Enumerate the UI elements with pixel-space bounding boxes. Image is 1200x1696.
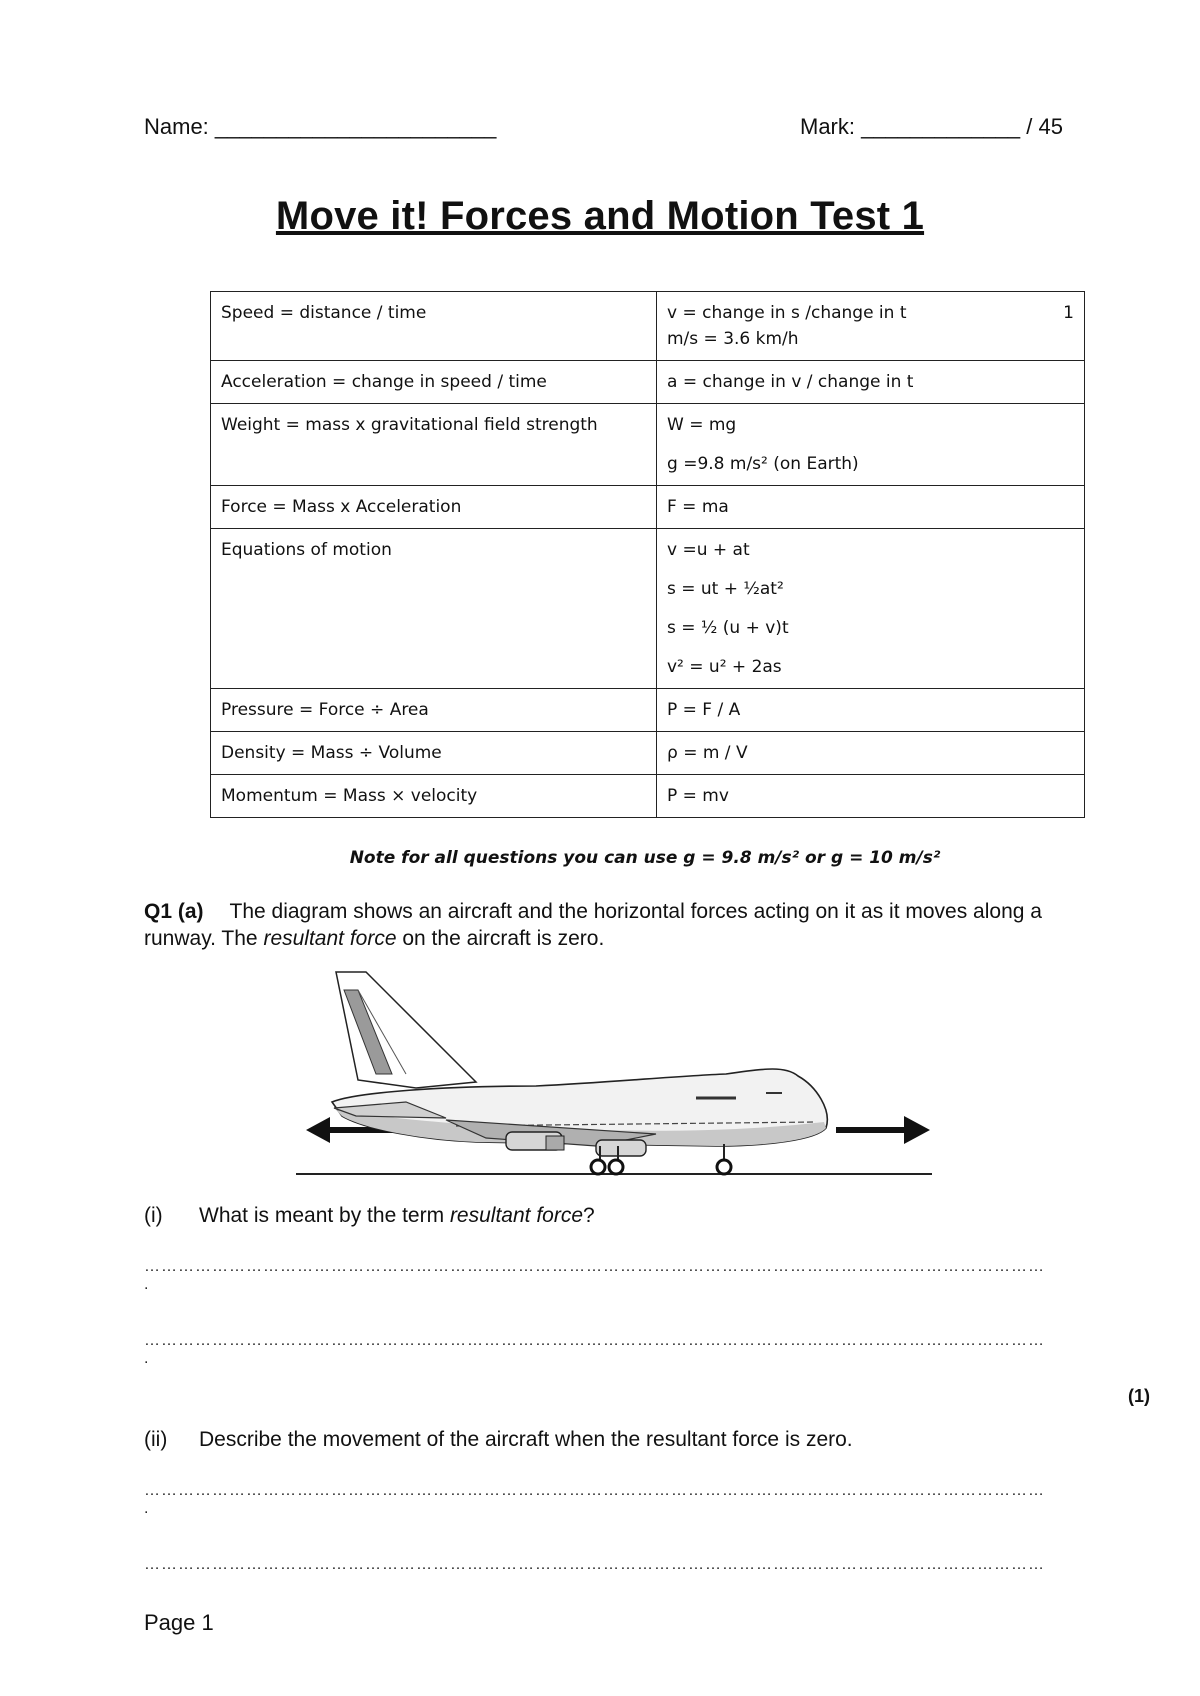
gravity-note: Note for all questions you can use g = 9.8 m/s² or g = 10 m/s² bbox=[349, 848, 941, 868]
marks-indicator: (1) bbox=[1128, 1386, 1150, 1406]
formula-symbol-line: P = F / A bbox=[667, 700, 741, 720]
formula-symbol-line: v² = u² + 2as bbox=[667, 657, 782, 677]
formula-symbol-line: ρ = m / V bbox=[667, 743, 748, 763]
question-1a bbox=[144, 898, 1084, 952]
formula-symbol-cell bbox=[657, 486, 1085, 529]
formula-row bbox=[211, 689, 1085, 732]
question-number: Q1 (a) bbox=[144, 900, 204, 923]
answer-line[interactable]: …………………………………………………………………………………………………………………………………………… bbox=[144, 1258, 1045, 1275]
sub-question-numeral: (ii) bbox=[144, 1428, 168, 1451]
question-text-start: The diagram shows an aircraft and the horizontal forces acting on it as it moves along a runway. The bbox=[144, 900, 1042, 950]
formula-symbol-cell bbox=[657, 361, 1085, 404]
formula-symbol-line: s = ut + ½at² bbox=[667, 579, 784, 599]
formula-symbol-cell bbox=[657, 689, 1085, 732]
aircraft-tail bbox=[336, 972, 476, 1088]
answer-line-tail: . bbox=[144, 1276, 149, 1293]
question-1a-ii bbox=[144, 1428, 853, 1452]
thrust-force-arrow bbox=[836, 1116, 930, 1144]
formula-table bbox=[210, 291, 1085, 818]
aircraft-diagram bbox=[296, 970, 942, 1180]
formula-word-cell: Acceleration = change in speed / time bbox=[211, 361, 657, 404]
formula-word-cell: Pressure = Force ÷ Area bbox=[211, 689, 657, 732]
formula-symbol-line: a = change in v / change in t bbox=[667, 372, 914, 392]
formula-row bbox=[211, 292, 1085, 361]
answer-line[interactable]: …………………………………………………………………………………………………………………………………………… bbox=[144, 1482, 1045, 1499]
formula-row bbox=[211, 361, 1085, 404]
formula-symbol-cell bbox=[657, 732, 1085, 775]
sub-question-text-emphasis: resultant force bbox=[449, 1204, 584, 1227]
formula-symbol-line: P = mv bbox=[667, 786, 729, 806]
formula-word-cell: Equations of motion bbox=[211, 529, 657, 689]
name-field: Name: _______________________ bbox=[144, 114, 497, 139]
page-title: Move it! Forces and Motion Test 1 bbox=[275, 194, 925, 238]
formula-row bbox=[211, 486, 1085, 529]
formula-symbol-line: g =9.8 m/s² (on Earth) bbox=[667, 454, 859, 474]
sub-question-text: Describe the movement of the aircraft when the resultant force is zero. bbox=[199, 1428, 853, 1451]
formula-symbol-cell bbox=[657, 404, 1085, 486]
formula-row bbox=[211, 775, 1085, 818]
question-1a-i bbox=[144, 1204, 595, 1228]
formula-word-cell: Force = Mass x Acceleration bbox=[211, 486, 657, 529]
answer-line[interactable]: …………………………………………………………………………………………………………………………………………… bbox=[144, 1332, 1045, 1349]
formula-row bbox=[211, 529, 1085, 689]
formula-symbol-line: m/s = 3.6 km/h bbox=[667, 329, 799, 349]
formula-word-cell: Momentum = Mass × velocity bbox=[211, 775, 657, 818]
mark-field: Mark: _____________ / 45 bbox=[800, 114, 1063, 139]
formula-symbol-cell bbox=[657, 292, 1085, 361]
page-number: Page 1 bbox=[144, 1610, 214, 1635]
formula-row bbox=[211, 404, 1085, 486]
question-text-end: on the aircraft is zero. bbox=[396, 927, 605, 950]
formula-symbol-line: v =u + at bbox=[667, 540, 750, 560]
sub-question-text-end: ? bbox=[583, 1204, 595, 1227]
formula-symbol-cell bbox=[657, 529, 1085, 689]
question-text-emphasis: resultant force bbox=[263, 927, 397, 950]
formula-symbol-line: v = change in s /change in t bbox=[667, 303, 907, 323]
formula-word-cell: Density = Mass ÷ Volume bbox=[211, 732, 657, 775]
formula-word-cell: Weight = mass x gravitational field strength bbox=[211, 404, 657, 486]
sub-question-text-start: What is meant by the term bbox=[199, 1204, 450, 1227]
sub-question-numeral: (i) bbox=[144, 1204, 163, 1227]
formula-row bbox=[211, 732, 1085, 775]
formula-word-cell: Speed = distance / time bbox=[211, 292, 657, 361]
answer-line-tail: . bbox=[144, 1500, 149, 1517]
formula-symbol-line: W = mg bbox=[667, 415, 737, 435]
formula-symbol-line: F = ma bbox=[667, 497, 729, 517]
formula-extra: 1 bbox=[1063, 303, 1074, 323]
answer-line[interactable]: …………………………………………………………………………………………………………………………………………… bbox=[144, 1556, 1045, 1573]
formula-symbol-cell bbox=[657, 775, 1085, 818]
answer-line-tail: . bbox=[144, 1350, 149, 1367]
formula-symbol-line: s = ½ (u + v)t bbox=[667, 618, 789, 638]
